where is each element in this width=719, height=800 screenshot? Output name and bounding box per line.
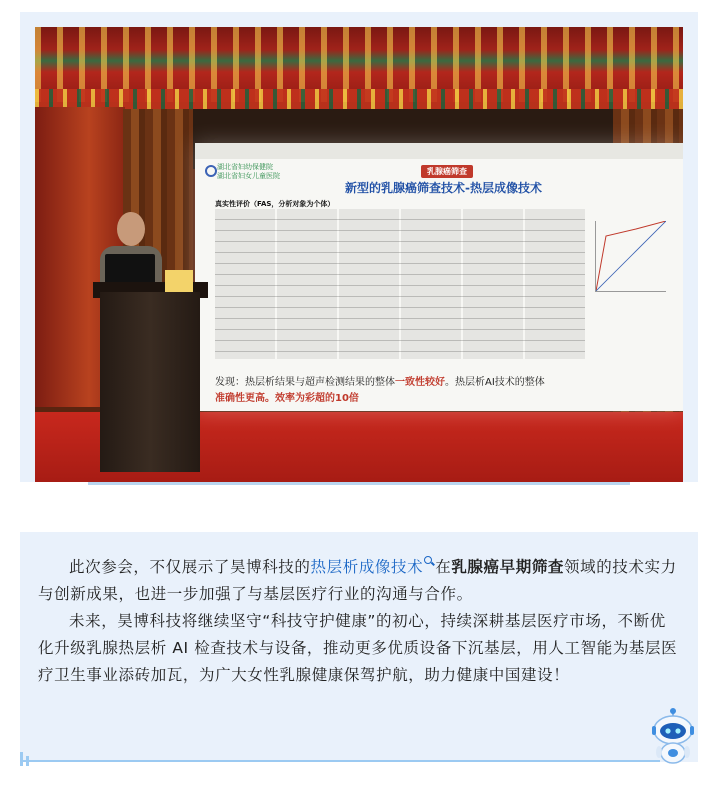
bottom-divider: [20, 760, 660, 762]
hospital-logo-icon: [205, 165, 217, 177]
laptop: [105, 254, 155, 284]
ceiling-trim: [35, 89, 683, 111]
search-icon[interactable]: [424, 556, 432, 564]
p1-part-a: 此次参会，不仅展示了昊博科技的: [69, 558, 311, 576]
finding-highlight-1: 一致性较好: [395, 377, 445, 388]
hospital-name-line-1: 湖北省妇幼保健院: [217, 163, 273, 171]
nameplate: [165, 270, 193, 292]
slide-toolbar: [195, 143, 683, 159]
speaker-head: [117, 212, 145, 246]
roc-curve: [596, 221, 666, 291]
article-text-card: [20, 532, 698, 762]
robot-mascot-icon: [650, 708, 696, 766]
finding-mid: 。热层析AI技术的整体: [445, 377, 545, 388]
p1-bold-term: 乳腺癌早期筛查: [451, 558, 565, 576]
article-body: [38, 554, 678, 689]
conference-photo: [35, 27, 683, 482]
podium: [100, 292, 200, 472]
corner-mark-icon: [20, 752, 34, 766]
slide-title: 新型的乳腺癌筛查技术-热层成像技术: [345, 181, 542, 195]
paragraph-1: [38, 554, 678, 608]
p1-part-c: 领域的技术实力与创新成果，也进一步加强了与基层医疗行业的沟通与合作。: [38, 558, 677, 603]
thermal-imaging-link[interactable]: 热层析成像技术: [310, 558, 424, 576]
projected-slide: [195, 143, 683, 411]
photo-card: [20, 12, 698, 482]
photo-divider: [88, 482, 630, 485]
finding-suffix: 。效率为彩超的10倍: [265, 393, 359, 404]
slide-subtitle: 真实性评价（FAS，分析对象为个体）: [215, 200, 335, 208]
finding-prefix: 发现：热层析结果与超声检测结果的整体: [215, 377, 395, 388]
slide-tag: 乳腺癌筛查: [421, 165, 473, 178]
p1-part-b: 在: [435, 558, 452, 576]
hospital-name: [217, 163, 357, 181]
slide-roc-chart: [595, 221, 666, 292]
finding-highlight-2: 准确性更高: [215, 393, 265, 404]
slide-findings: [215, 375, 675, 407]
paragraph-2: 未来，昊博科技将继续坚守“科技守护健康”的初心，持续深耕基层医疗市场，不断优化升级乳腺热层析 AI 检查技术与设备，推动更多优质设备下沉基层，用人工智能为基层医疗卫生事业添砖加瓦，为广大女性乳腺健康保驾护航，助力健康中国建设！: [38, 612, 678, 684]
slide-table-columns: [215, 209, 585, 359]
hospital-name-line-2: 湖北省妇女儿童医院: [217, 172, 280, 180]
